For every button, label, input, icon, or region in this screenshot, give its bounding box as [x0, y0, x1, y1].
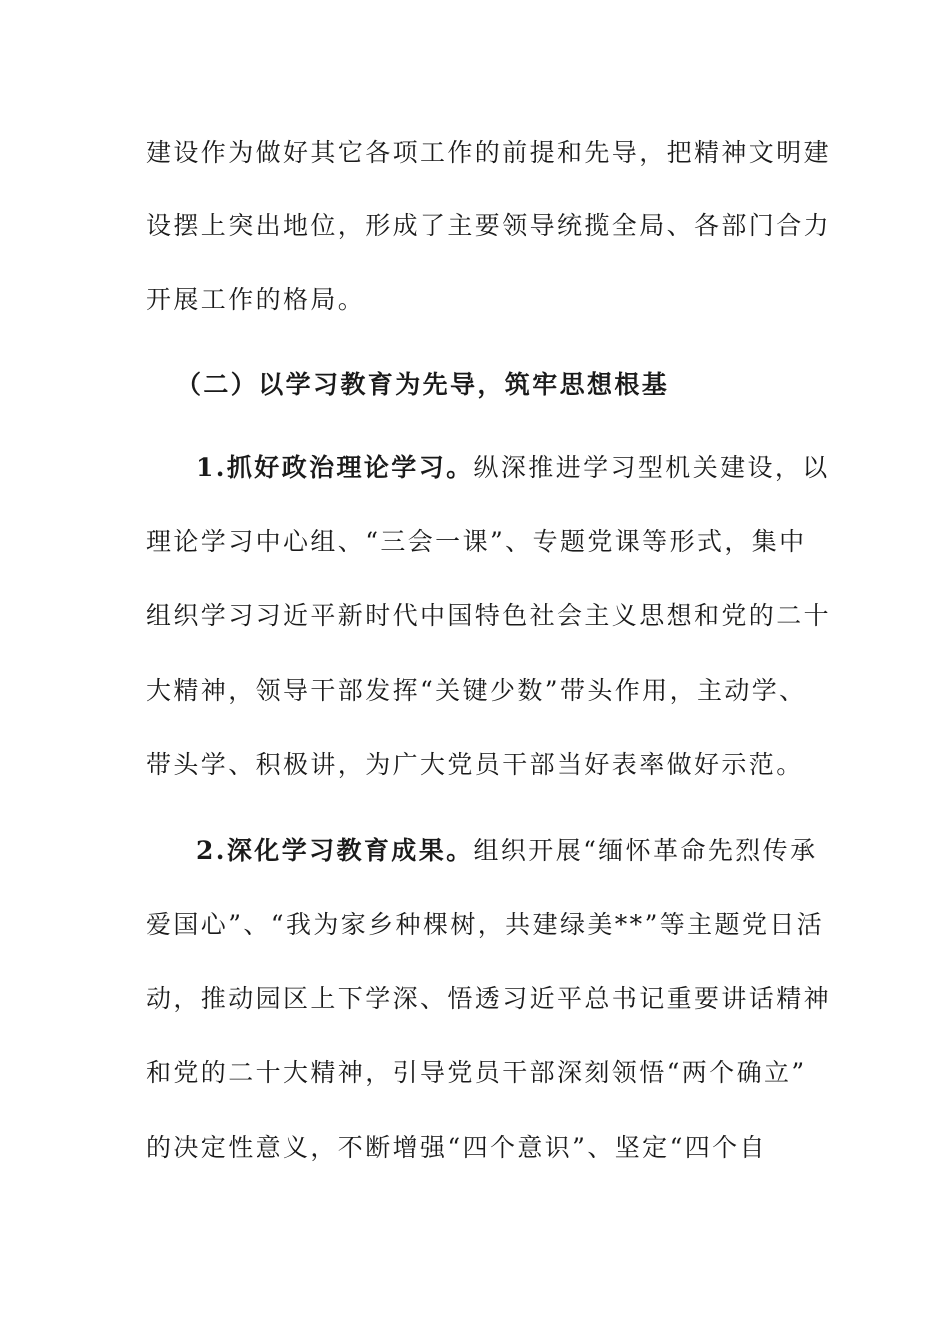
paragraph-line [146, 1130, 806, 1166]
line-text: 设摆上突出地位，形成了主要领导统揽全局、各部门合力 [146, 211, 832, 240]
heading-text: （二）以学习教育为先导，筑牢思想根基 [176, 370, 670, 399]
line-text: 和党的二十大精神，引导党员干部深刻领悟“两个确立” [146, 1058, 807, 1087]
paragraph-line [146, 208, 832, 244]
paragraph-line [146, 135, 832, 171]
line-text: 带头学、积极讲，为广大党员干部当好表率做好示范。 [146, 750, 804, 779]
paragraph-line [146, 524, 806, 560]
line-text: 开展工作的格局。 [146, 285, 366, 314]
paragraph-line [146, 981, 832, 1017]
paragraph-line [196, 833, 856, 869]
line-text: 组织开展“缅怀革命先烈传承 [473, 836, 818, 865]
paragraph-line [146, 747, 806, 783]
subheading-text: 1.抓好政治理论学习。 [196, 453, 474, 482]
line-text: 的决定性意义，不断增强“四个意识”、坚定“四个自 [146, 1133, 767, 1162]
paragraph-line [196, 450, 856, 486]
paragraph-line [146, 673, 806, 709]
line-text: 爱国心”、“我为家乡种棵树，共建绿美**”等主题党日活 [146, 910, 825, 939]
paragraph-line [146, 1055, 806, 1091]
line-text: 动，推动园区上下学深、悟透习近平总书记重要讲话精神 [146, 984, 832, 1013]
line-text: 纵深推进学习型机关建设，以 [473, 453, 830, 482]
line-text: 大精神，领导干部发挥“关键少数”带头作用，主动学、 [146, 676, 807, 705]
section-heading [176, 367, 836, 403]
line-text: 组织学习习近平新时代中国特色社会主义思想和党的二十 [146, 601, 832, 630]
line-text: 理论学习中心组、“三会一课”、专题党课等形式，集中 [146, 527, 807, 556]
paragraph-line [146, 282, 806, 318]
line-text: 建设作为做好其它各项工作的前提和先导，把精神文明建 [146, 138, 832, 167]
paragraph-line [146, 907, 825, 943]
subheading-text: 2.深化学习教育成果。 [196, 836, 474, 865]
paragraph-line [146, 598, 832, 634]
